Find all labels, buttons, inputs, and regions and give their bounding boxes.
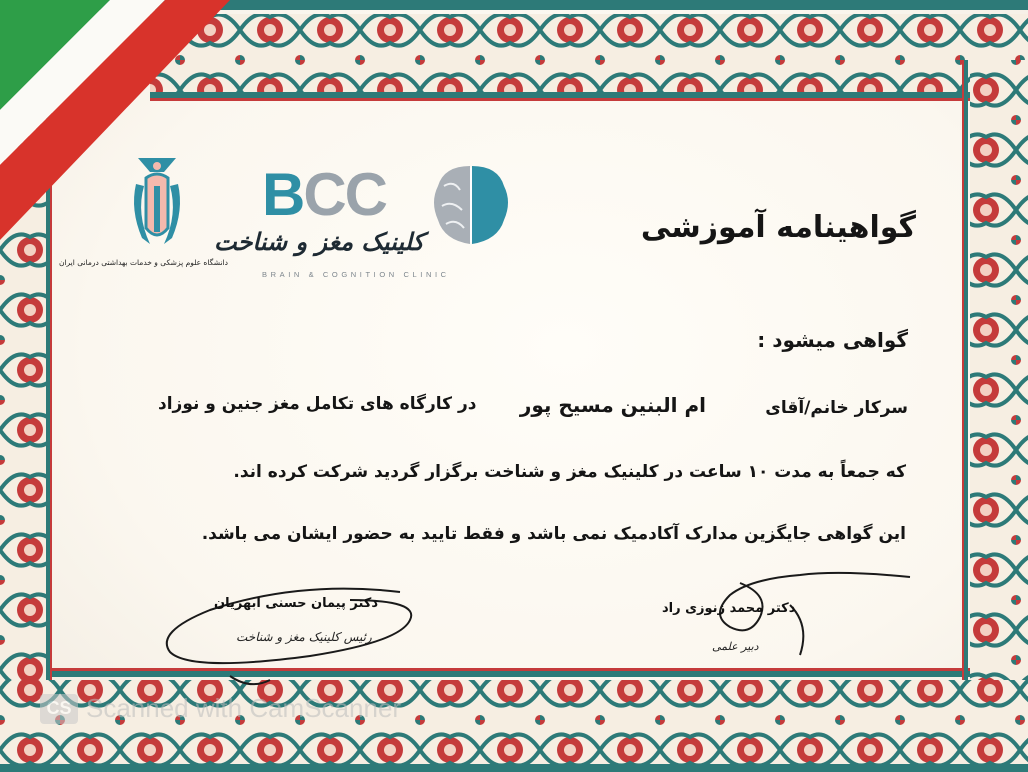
brain-icon	[430, 162, 512, 248]
signatory-left-name: دکتر پیمان حسنی ابهریان	[214, 596, 379, 611]
recipient-name: ام البنین مسیح پور	[519, 393, 706, 417]
duration-line: که جمعاً به مدت ۱۰ ساعت در کلینیک مغز و شناخت برگزار گردید شرکت کرده اند.	[233, 462, 906, 482]
certify-line: گواهی میشود :	[757, 328, 908, 352]
ornamental-border-right	[956, 60, 1028, 680]
disclaimer-line: این گواهی جایگزین مدارک آکادمیک نمی باشد و فقط تایید به حضور ایشان می باشد.	[201, 524, 906, 544]
university-logo-icon	[128, 150, 186, 250]
clinic-english-name: BRAIN & COGNITION CLINIC	[262, 270, 450, 279]
signatory-right-name: دکتر محمد زنوزی راد	[662, 601, 796, 616]
clinic-persian-name: کلینیک مغز و شناخت	[214, 228, 424, 256]
signatory-right-role: دبیر علمی	[712, 640, 759, 653]
recipient-prefix: سرکار خانم/آقای	[765, 398, 908, 418]
signatory-left-role: رئیس کلینیک مغز و شناخت	[236, 630, 372, 644]
camscanner-icon: CS	[40, 694, 78, 724]
workshop-name: در کارگاه های تکامل مغز جنین و نوزاد	[158, 394, 477, 414]
certificate-title: گواهینامه آموزشی	[640, 210, 916, 245]
watermark-text: Scanned with CamScanner	[86, 693, 402, 723]
flag-ribbon	[0, 0, 230, 250]
university-name: دانشگاه علوم پزشکی و خدمات بهداشتی درمانی ایران	[58, 258, 228, 267]
clinic-logo-letters: BCC	[262, 161, 387, 228]
camscanner-watermark	[40, 693, 401, 724]
